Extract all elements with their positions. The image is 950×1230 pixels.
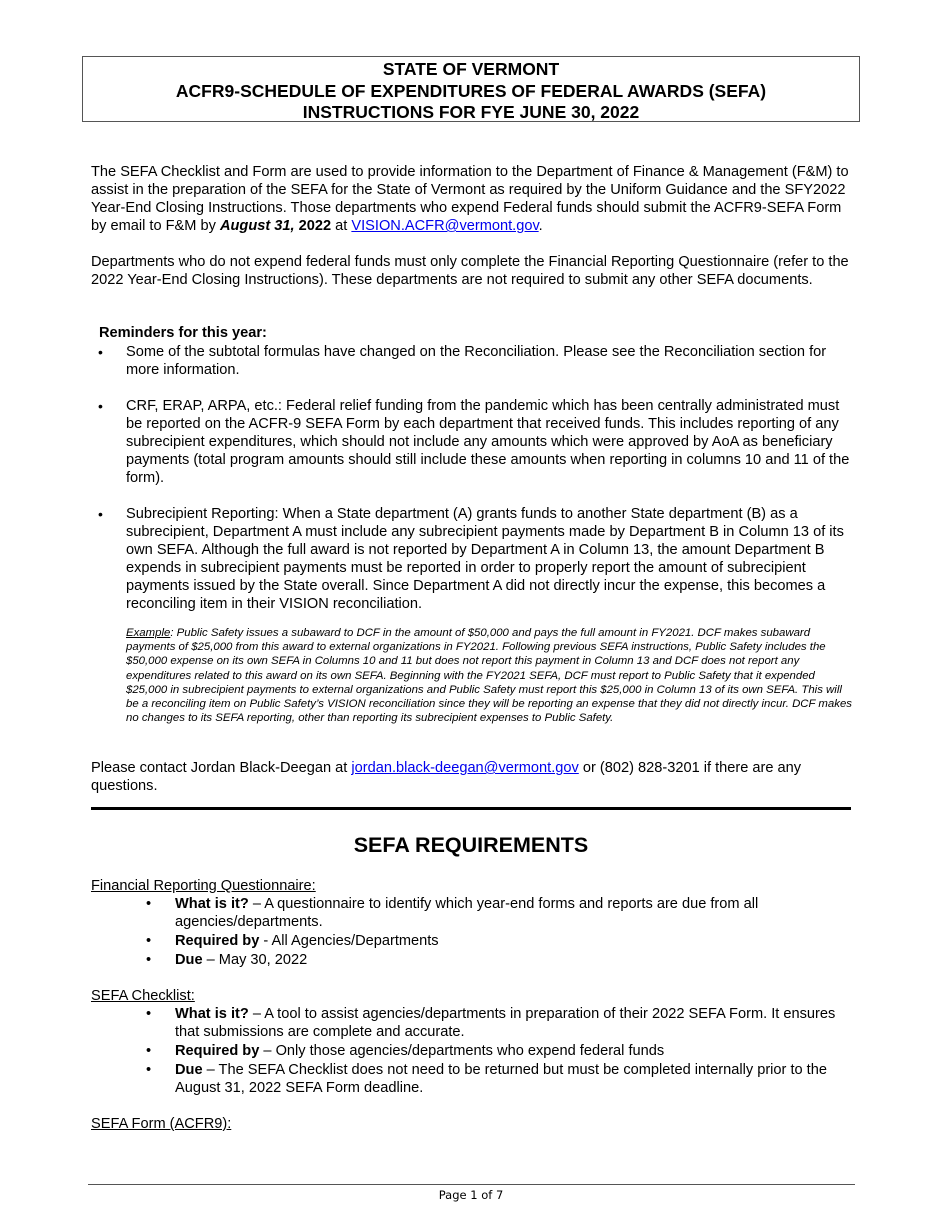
reminders-heading: Reminders for this year: — [99, 325, 267, 341]
requirements-title: SEFA REQUIREMENTS — [353, 833, 589, 857]
contact-text: Please contact Jordan Black-Deegan at — [91, 760, 352, 776]
title-line-state: STATE OF VERMONT — [382, 59, 560, 79]
intro-due-year: 2022 — [294, 218, 332, 234]
reminder-text: Some of the subtotal formulas have changed on the Reconciliation. Please see the Reconciliation section for more information. — [126, 344, 827, 378]
reminder-text: Subrecipient Reporting: When a State department (A) grants funds to another State department (B) as a subrecipient, Department A must include any subrecipient payments made by Department B in Column 13 of its own SEFA. Although the full award is not reported by Department A in Column 13, the amount Department B expends in subrecipient payments must be reported in order to properly report the amount of subrecipient payments issued by the State overall. Since Department A did not directly incur the expense, this becomes a reconciling item in their VISION reconciliation. — [126, 506, 844, 612]
page-number: Page 1 of 7 — [438, 1188, 504, 1202]
item-text: – May 30, 2022 — [202, 952, 308, 968]
questionnaire-heading: Financial Reporting Questionnaire: — [91, 878, 316, 894]
reminder-item-relief-funding — [98, 397, 856, 487]
questionnaire-what-item — [146, 895, 855, 931]
sefa-form-heading: SEFA Form (ACFR9): — [91, 1116, 232, 1132]
reminder-text: CRF, ERAP, ARPA, etc.: Federal relief funding from the pandemic which has been centrally administrated must be reported on the ACFR-9 SEFA Form by each department that received funds. This includes reporting of any subrecipient expenditures, which should not include any amounts which were approved by AoA as beneficiary payments (total program amounts should still include these amounts when reporting in columns 10 and 11 of the form). — [126, 398, 850, 486]
item-label: Due — [175, 952, 203, 968]
item-text: – Only those agencies/departments who expend federal funds — [259, 1043, 665, 1059]
reminder-item-reconciliation — [98, 343, 856, 379]
contact-email-link[interactable]: jordan.black-deegan@vermont.gov — [351, 760, 579, 776]
item-label: What is it? — [175, 1006, 249, 1022]
checklist-due-item — [146, 1061, 855, 1097]
vision-acfr-email-link[interactable]: VISION.ACFR@vermont.gov — [351, 218, 539, 234]
checklist-required-item — [146, 1042, 855, 1060]
item-label: Required by — [175, 933, 260, 949]
contact-paragraph — [91, 759, 861, 795]
intro-text: The SEFA Checklist and Form are used to provide information to the Department of Finance & Management (F&M) to assist in the preparation of the SEFA for the State of Vermont as required by the Uniform Guidance and the SFY2022 Year-End Closing Instructions. Those departments who expend Federal funds should submit the ACFR9-SEFA Form by email to F&M by — [91, 164, 849, 234]
bullet-icon: • — [146, 952, 152, 968]
bullet-icon: • — [146, 933, 152, 949]
title-line-schedule: ACFR9-SCHEDULE OF EXPENDITURES OF FEDERAL AWARDS (SEFA) — [175, 80, 767, 101]
intro-due-date: August 31, — [219, 218, 295, 234]
questionnaire-required-item — [146, 932, 855, 950]
bullet-icon: • — [98, 506, 103, 522]
item-label: Required by — [175, 1043, 260, 1059]
item-text: - All Agencies/Departments — [259, 933, 439, 949]
example-paragraph — [126, 626, 856, 725]
footer-divider — [88, 1184, 855, 1185]
example-label: Example — [126, 627, 171, 639]
bullet-icon: • — [98, 398, 103, 414]
example-text: : Public Safety issues a subaward to DCF in the amount of $50,000 and pays the full amount in FY2021. DCF makes subaward payments of $25,000 from this award to external organizations in FY2021. Following previous SEFA instructions, Public Safety includes the $50,000 expense on its own SEFA in Columns 10 and 11 but does not report this payment in Column 13 and DCF does not report any expenditures related to this award on its own SEFA. Beginning with the FY2021 SEFA, DCF must report to Public Safety that it expended $25,000 in subrecipient payments to external organizations and Public Safety must report this $25,000 in Column 13 of its own SEFA. This will be a reconciling item on Public Safety’s VISION reconciliation since they will be reporting an expense that they did not directly incur. DCF makes no changes to its SEFA reporting, other than reporting its subrecipient expenses to Public Safety. — [126, 627, 852, 725]
item-text: – A questionnaire to identify which year-end forms and reports are due from all agencies/departments. — [175, 896, 759, 930]
intro-period: . — [538, 218, 543, 234]
bullet-icon: • — [146, 896, 152, 912]
item-label: Due — [175, 1062, 203, 1078]
checklist-what-item — [146, 1005, 855, 1041]
intro-at: at — [331, 218, 352, 234]
section-divider — [91, 807, 851, 810]
item-text: – The SEFA Checklist does not need to be returned but must be completed internally prior to the August 31, 2022 SEFA Form deadline. — [175, 1062, 827, 1096]
bullet-icon: • — [146, 1043, 152, 1059]
checklist-heading: SEFA Checklist: — [91, 988, 195, 1004]
bullet-icon: • — [98, 344, 103, 360]
item-label: What is it? — [175, 896, 249, 912]
document-title-box — [82, 56, 860, 122]
questionnaire-due-item — [146, 951, 855, 969]
contact-phone-text: or (802) 828-3201 if there are any questions. — [91, 760, 802, 794]
title-line-instructions: INSTRUCTIONS FOR FYE JUNE 30, 2022 — [302, 102, 640, 122]
reminder-item-subrecipient — [98, 505, 856, 613]
intro-paragraph — [91, 163, 851, 235]
bullet-icon: • — [146, 1062, 152, 1078]
item-text: – A tool to assist agencies/departments in preparation of their 2022 SEFA Form. It ensures that submissions are complete and accurate. — [175, 1006, 836, 1040]
bullet-icon: • — [146, 1006, 152, 1022]
non-federal-paragraph: Departments who do not expend federal funds must only complete the Financial Reporting Questionnaire (refer to the 2022 Year-End Closing Instructions). These departments are not required to submit any other SEFA documents. — [91, 254, 849, 288]
